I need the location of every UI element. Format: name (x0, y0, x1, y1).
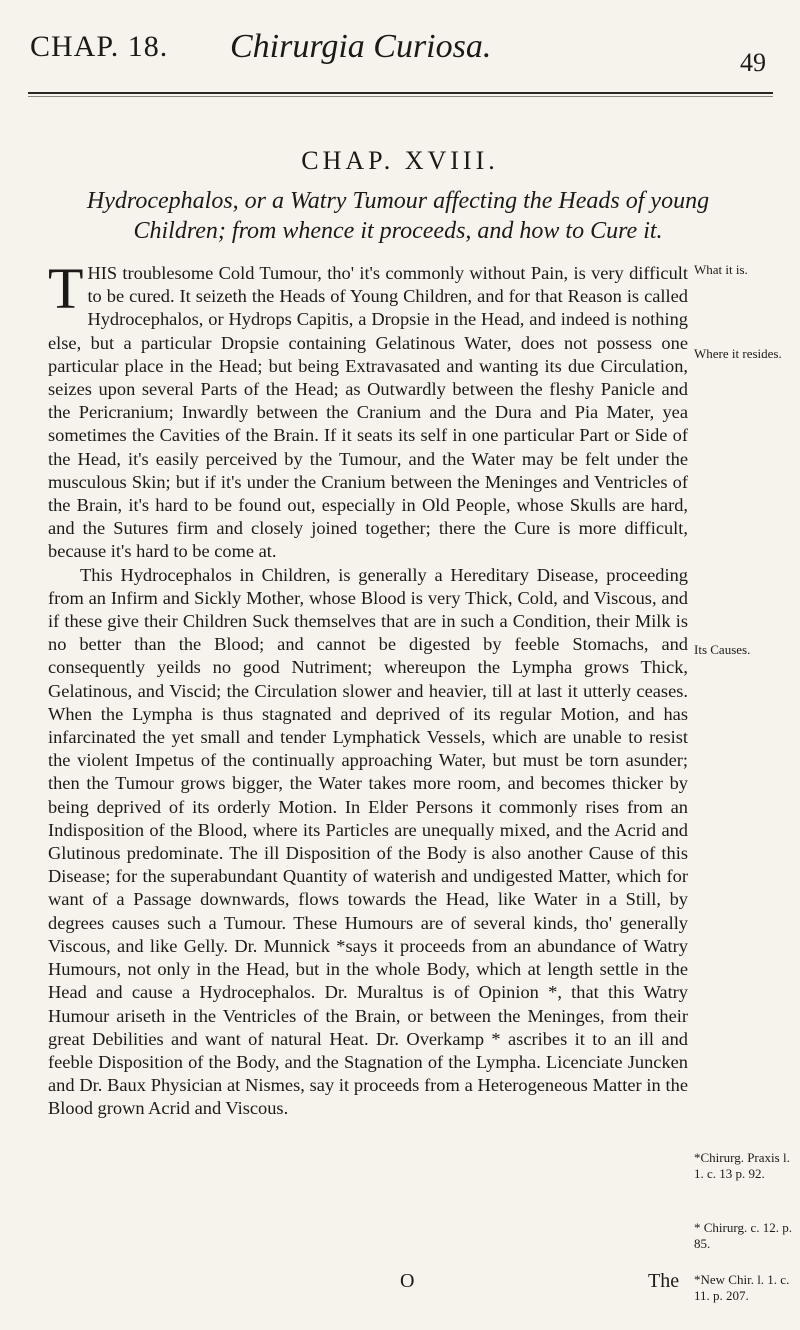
paragraph-1-text: HIS troublesome Cold Tumour, tho' it's commonly without Pain, is very difficult to be cured. It seizeth the Heads of Young Children, and for that Reason is called Hydrocephalos, or Hydrops Capitis, a Dropsie in the Head, and indeed is nothing else, but a particular Dropsie containing Gelatinous Water, does not possess one particular place in the Head; but being Extravasated and wanting its due Circulation, seizes upon several Parts of the Head; as Outwardly between the fleshy Panicle and the Pericranium; Inwardly between the Cranium and the Dura and Pia Mater, yea sometimes the Cavities of the Brain. If it seats its self in one particular Part or Side of the Head, it's easily perceived by the Tumour, and the Water may be felt under the musculous Skin; but if it's under the Cranium between the Meninges and Ventricles of the Brain, it's hard to be found out, especially in Old People, whose Skulls are hard, and the Sutures firm and closely joined together; there the Cure is more difficult, because it's hard to be come at. (48, 263, 688, 562)
drop-cap: T (48, 256, 84, 321)
chapter-title: Hydrocephalos, or a Watry Tumour affecting the Heads of young Children; from whence it proceeds, and how to Cure it. (86, 188, 710, 244)
header-running-title: Chirurgia Curiosa. (230, 28, 492, 65)
signature-mark: O (400, 1270, 415, 1292)
chapter-heading: CHAP. XVIII. (301, 146, 499, 175)
paragraph-1 (48, 256, 688, 564)
paragraph-2: This Hydrocephalos in Children, is generally a Hereditary Disease, proceeding from an Infirm and Sickly Mother, whose Blood is very Thick, Cold, and Viscous, and if these give their Children Suck themselves that are in such a Condition, their Milk is no better than the Blood; and cannot be digested by feeble Stomachs, and consequently yeilds no good Nutriment; whereupon the Lympha grows Thick, Gelatinous, and Viscid; the Circulation slower and heavier, till at last it utterly ceases. When the Lympha is thus stagnated and deprived of its regular Motion, and has infarcinated the yet small and tender Lymphatick Vessels, which are unable to resist the violent Impetus of the continually approaching Water, but must be torn asunder; then the Tumour grows bigger, the Water takes more room, and becomes thicker by being deprived of its orderly Motion. In Elder Persons it commonly rises from an Indisposition of the Blood, where its Particles are unequally mixed, and the Acrid and Glutinous predominate. The ill Disposition of the Body is also another Cause of this Disease; for the superabundant Quantity of waterish and undigested Matter, which for want of a Passage downwards, flows towards the Head, like Water in a Still, by degrees causes such a Tumour. These Humours are of several kinds, tho' generally Viscous, and like Gelly. Dr. Munnick *says it proceeds from an abundance of Watry Humours, not only in the Head, but in the whole Body, which at length settle in the Head and cause a Hydrocephalos. Dr. Muraltus is of Opinion *, that this Watry Humour ariseth in the Ventricles of the Brain, or between the Meninges, from their great Debilities and want of natural Heat. Dr. Overkamp * ascribes it to an ill and feeble Disposition of the Body, and the Stagnation of the Lympha. Licenciate Juncken and Dr. Baux Physician at Nismes, say it proceeds from a Heterogeneous Matter in the Blood grown Acrid and Viscous. (48, 564, 688, 1119)
margin-note-ref-1: *Chirurg. Praxis l. 1. c. 13 p. 92. (694, 1150, 790, 1181)
margin-note-ref-2: * Chirurg. c. 12. p. 85. (694, 1220, 792, 1251)
page-number: 49 (740, 48, 766, 77)
header-rule (28, 92, 773, 94)
margin-note-causes: Its Causes. (694, 642, 751, 657)
margin-note-what-it-is: What it is. (694, 262, 748, 277)
header-chapter: CHAP. 18. (30, 30, 169, 63)
running-header (0, 0, 800, 110)
margin-note-where-resides: Where it resides. (694, 346, 782, 361)
margin-note-ref-3: *New Chir. l. 1. c. 11. p. 207. (694, 1272, 790, 1303)
header-rule-secondary (28, 96, 773, 97)
page-footer (0, 1270, 800, 1310)
catchword: The (648, 1270, 680, 1292)
body-text (48, 256, 688, 1121)
